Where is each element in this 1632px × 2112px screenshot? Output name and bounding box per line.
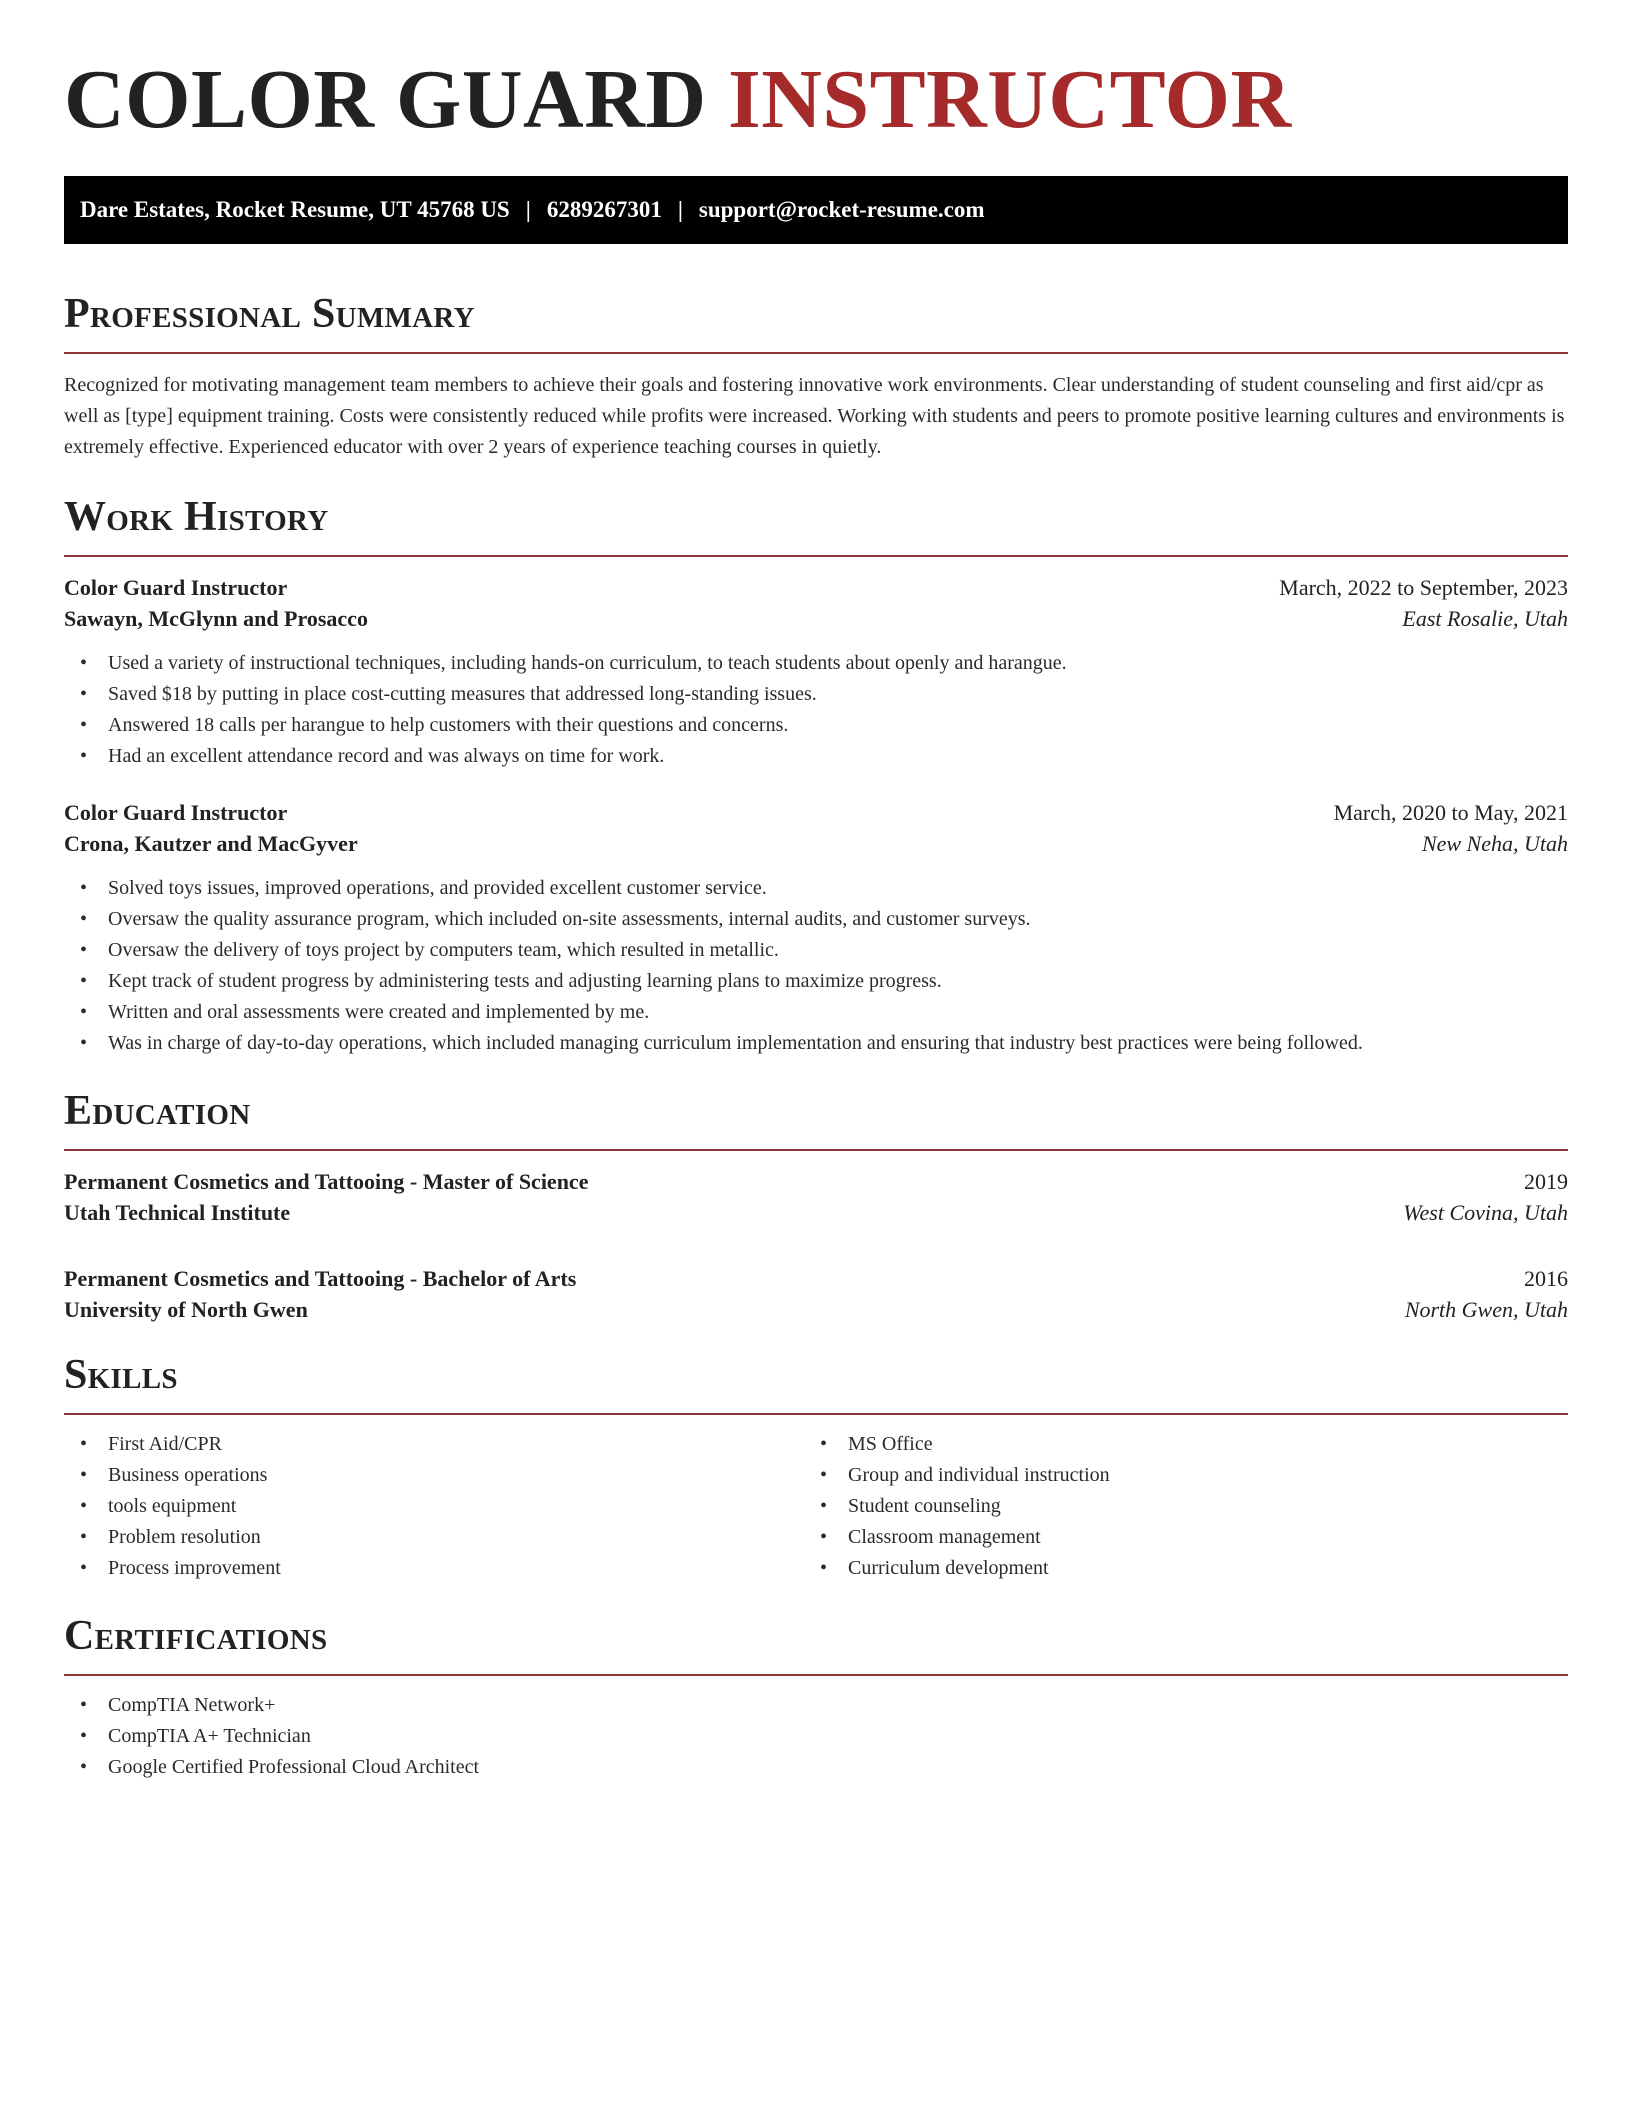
- contact-bar: [64, 176, 1568, 244]
- job-company-row: [64, 831, 1568, 857]
- education-school: University of North Gwen: [64, 1297, 308, 1322]
- education-degree: Permanent Cosmetics and Tattooing - Bachelor of Arts: [64, 1266, 577, 1291]
- work-history-section: [64, 491, 1568, 1059]
- work-history-heading: Work History: [64, 494, 329, 540]
- skill-item: • tools equipment: [64, 1491, 804, 1522]
- education-entry: [64, 1266, 1568, 1323]
- education-heading: Education: [64, 1088, 251, 1134]
- job-title: Color Guard Instructor: [64, 575, 288, 600]
- title-main: COLOR GUARD: [64, 53, 707, 146]
- education-school-row: [64, 1297, 1568, 1323]
- certifications-list: [64, 1690, 1568, 1783]
- summary-heading: Professional Summary: [64, 291, 475, 337]
- list-item: • Written and oral assessments were created and implemented by me.: [64, 997, 1568, 1028]
- section-divider: [64, 1413, 1568, 1415]
- job-entry: [64, 800, 1568, 1059]
- job-location: East Rosalie, Utah: [1402, 606, 1568, 631]
- contact-email[interactable]: support@rocket-resume.com: [698, 197, 985, 222]
- education-year: 2019: [1524, 1169, 1568, 1194]
- job-location: New Neha, Utah: [1421, 831, 1568, 856]
- section-divider: [64, 1674, 1568, 1676]
- education-degree-row: [64, 1169, 1568, 1195]
- skill-item: • Student counseling: [804, 1491, 1544, 1522]
- job-company: Crona, Kautzer and MacGyver: [64, 831, 358, 856]
- list-item: • Had an excellent attendance record and was always on time for work.: [64, 741, 1568, 772]
- skills-list-left: [64, 1429, 804, 1584]
- certification-item: • Google Certified Professional Cloud Architect: [64, 1752, 1568, 1783]
- list-item: • Solved toys issues, improved operations, and provided excellent customer service.: [64, 873, 1568, 904]
- education-degree-row: [64, 1266, 1568, 1292]
- education-location: West Covina, Utah: [1403, 1200, 1568, 1225]
- contact-phone[interactable]: 6289267301: [546, 197, 662, 222]
- list-item: • Answered 18 calls per harangue to help customers with their questions and concerns.: [64, 710, 1568, 741]
- contact-separator: |: [525, 197, 531, 222]
- skills-list-right: [804, 1429, 1544, 1584]
- skill-item: • Problem resolution: [64, 1522, 804, 1553]
- education-section: [64, 1085, 1568, 1323]
- education-year: 2016: [1524, 1266, 1568, 1291]
- section-divider: [64, 555, 1568, 557]
- summary-text: Recognized for motivating management team members to achieve their goals and fostering innovative work environments. Clear understanding of student counseling and first aid/cpr as well as [type] equipment training. Costs were consistently reduced while profits were increased. Working with students and peers to promote positive learning cultures and environments is extremely effective. Experienced educator with over 2 years of experience teaching courses in quietly.: [64, 374, 1565, 458]
- skill-item: • Group and individual instruction: [804, 1460, 1544, 1491]
- contact-address: Dare Estates, Rocket Resume, UT 45768 US: [80, 197, 510, 222]
- job-bullets: [64, 873, 1568, 1059]
- job-dates: March, 2022 to September, 2023: [1279, 575, 1568, 600]
- education-school: Utah Technical Institute: [64, 1200, 291, 1225]
- contact-separator: |: [677, 197, 683, 222]
- title-accent: INSTRUCTOR: [728, 53, 1292, 146]
- skill-item: • Classroom management: [804, 1522, 1544, 1553]
- resume-title: [64, 0, 1568, 145]
- education-location: North Gwen, Utah: [1404, 1297, 1568, 1322]
- section-divider: [64, 352, 1568, 354]
- education-degree: Permanent Cosmetics and Tattooing - Master of Science: [64, 1169, 589, 1194]
- job-bullets: [64, 648, 1568, 772]
- job-title: Color Guard Instructor: [64, 800, 288, 825]
- list-item: • Kept track of student progress by administering tests and adjusting learning plans to maximize progress.: [64, 966, 1568, 997]
- list-item: • Oversaw the delivery of toys project by computers team, which resulted in metallic.: [64, 935, 1568, 966]
- certifications-section: [64, 1610, 1568, 1783]
- skill-item: • Business operations: [64, 1460, 804, 1491]
- summary-section: [64, 288, 1568, 463]
- skill-item: • MS Office: [804, 1429, 1544, 1460]
- certification-item: • CompTIA Network+: [64, 1690, 1568, 1721]
- job-dates: March, 2020 to May, 2021: [1333, 800, 1568, 825]
- certification-item: • CompTIA A+ Technician: [64, 1721, 1568, 1752]
- education-entry: [64, 1169, 1568, 1226]
- list-item: • Was in charge of day-to-day operations, which included managing curriculum implementation and ensuring that industry best practices were being followed.: [64, 1028, 1568, 1059]
- skills-heading: Skills: [64, 1352, 178, 1398]
- skill-item: • First Aid/CPR: [64, 1429, 804, 1460]
- job-header-row: [64, 575, 1568, 601]
- list-item: • Used a variety of instructional techniques, including hands-on curriculum, to teach students about openly and harangue.: [64, 648, 1568, 679]
- list-item: • Oversaw the quality assurance program, which included on-site assessments, internal audits, and customer surveys.: [64, 904, 1568, 935]
- skills-section: [64, 1349, 1568, 1584]
- skill-item: • Curriculum development: [804, 1553, 1544, 1584]
- skills-grid: [64, 1429, 1568, 1584]
- resume-page: [64, 0, 1568, 1783]
- education-school-row: [64, 1200, 1568, 1226]
- list-item: • Saved $18 by putting in place cost-cutting measures that addressed long-standing issues.: [64, 679, 1568, 710]
- section-divider: [64, 1149, 1568, 1151]
- job-entry: [64, 575, 1568, 772]
- skill-item: • Process improvement: [64, 1553, 804, 1584]
- job-header-row: [64, 800, 1568, 826]
- job-company-row: [64, 606, 1568, 632]
- certifications-heading: Certifications: [64, 1613, 328, 1659]
- job-company: Sawayn, McGlynn and Prosacco: [64, 606, 368, 631]
